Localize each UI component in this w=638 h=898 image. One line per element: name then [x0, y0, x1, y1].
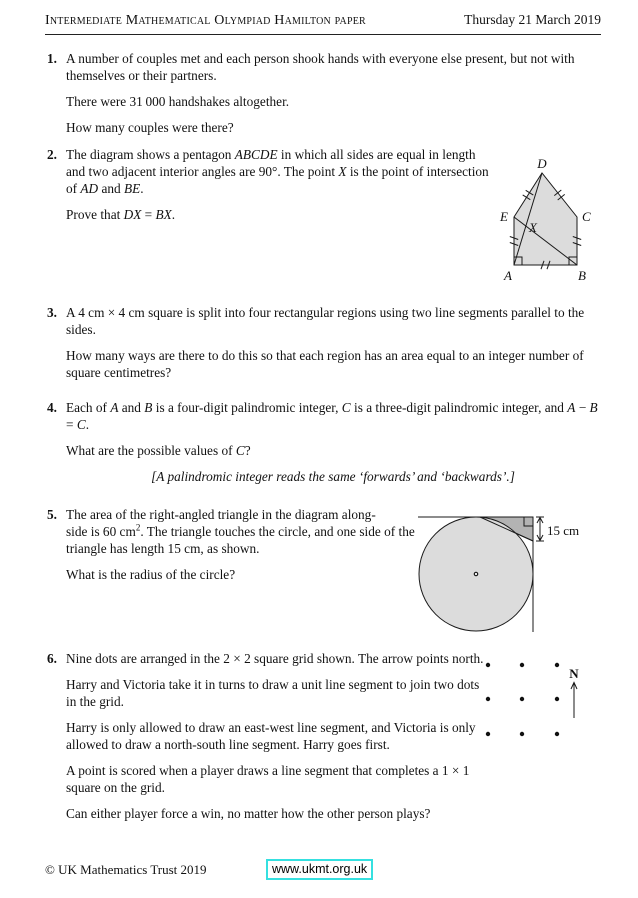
paper-date: Thursday 21 March 2019: [464, 12, 601, 27]
page-header: [45, 12, 601, 35]
circle-diagram: [416, 507, 612, 635]
question-6: [45, 650, 486, 831]
measure-label: 15 cm: [547, 523, 580, 538]
question-text: Each of A and B is a four-digit palindromic integer, C is a three-digit palindromic integer, and A − B = C.: [66, 400, 598, 432]
grid-dots: [486, 663, 559, 736]
question-3: [45, 304, 600, 390]
question-text: A point is scored when a player draws a line segment that completes a 1 × 1 square on the grid.: [66, 763, 470, 795]
question-text: Harry is only allowed to draw an east-west line segment, and Victoria is only allowed to draw a north-south line segment. Harry goes first.: [66, 720, 476, 752]
question-text: How many ways are there to do this so that each region has an area equal to an integer number of square centimetres?: [66, 348, 584, 380]
vertex-label-X: X: [529, 220, 537, 235]
palindrome-note: [A palindromic integer reads the same ‘forwards’ and ‘backwards’.]: [151, 469, 515, 484]
circle-centre-dot: [474, 572, 477, 575]
vertex-label-A: A: [504, 268, 512, 283]
question-text: The diagram shows a pentagon ABCDE in which all sides are equal in length and two adjacent interior angles are 90°. The point X is the point of intersection of AD and BE.: [66, 147, 489, 196]
pentagon-shape: [514, 173, 577, 265]
question-text: Can either player force a win, no matter how the other person plays?: [66, 806, 431, 821]
question-number: 5.: [47, 507, 57, 522]
copyright-text: © UK Mathematics Trust 2019: [45, 862, 207, 877]
ukmt-website-link[interactable]: www.ukmt.org.uk: [266, 859, 373, 880]
question-text: A 4 cm × 4 cm square is split into four rectangular regions using two line segments parallel to the sides.: [66, 305, 585, 337]
question-text: What are the possible values of C?: [66, 443, 251, 458]
question-2: [45, 146, 491, 232]
question-text: The area of the right-angled triangle in the diagram along- side is 60 $cm^2$. The triangle touches the circle, and one side of the triangle has length 15 cm, as shown.: [66, 507, 415, 556]
question-text: Nine dots are arranged in the 2 × 2 square grid shown. The arrow points north.: [66, 651, 484, 666]
question-number: 3.: [47, 305, 57, 320]
question-text: What is the radius of the circle?: [66, 567, 236, 582]
question-5: [45, 506, 426, 592]
question-4: [45, 399, 600, 494]
question-number: 2.: [47, 147, 57, 162]
question-text: A number of couples met and each person shook hands with everyone else present, but not with themselves or their partners.: [66, 51, 575, 83]
question-1: [45, 50, 600, 145]
vertex-label-E: E: [500, 209, 508, 224]
question-number: 6.: [47, 651, 57, 666]
question-text: Harry and Victoria take it in turns to draw a unit line segment to join two dots in the grid.: [66, 677, 480, 709]
measure-arrow: [536, 517, 544, 541]
question-number: 4.: [47, 400, 57, 415]
north-label: N: [569, 666, 579, 681]
question-number: 1.: [47, 51, 57, 66]
paper-title: Intermediate Mathematical Olympiad Hamilton paper: [45, 13, 366, 28]
vertex-label-D: D: [537, 156, 547, 171]
pentagon-diagram: [494, 153, 598, 293]
question-text: How many couples were there?: [66, 120, 234, 135]
north-arrow-icon: [571, 683, 577, 719]
vertex-label-B: B: [578, 268, 586, 283]
question-text: Prove that DX = BX.: [66, 207, 176, 222]
question-text: There were 31 000 handshakes altogether.: [66, 94, 290, 109]
vertex-label-C: C: [582, 209, 591, 224]
dot-grid-diagram: [470, 652, 605, 747]
